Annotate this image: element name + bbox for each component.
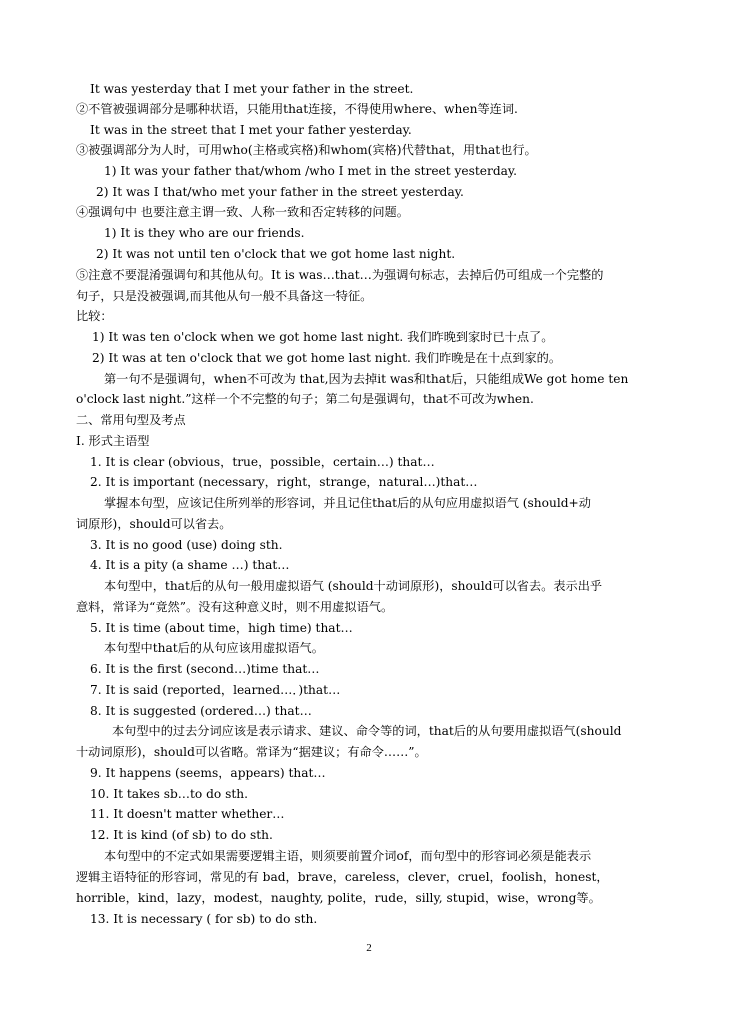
text-line: 4. It is a pity (a shame …) that…: [90, 558, 290, 572]
text-line: It was in the street that I met your father yesterday.: [90, 123, 412, 137]
text-line: 9. It happens (seems，appears) that…: [90, 766, 326, 780]
text-line: It was yesterday that I met your father in the street.: [90, 82, 414, 96]
text-line: ④强调句中 也要注意主谓一致、人称一致和否定转移的问题。: [76, 205, 409, 219]
text-line: horrible，kind，lazy，modest，naughty, polite，rude，silly, stupid，wise，wrong等。: [76, 891, 601, 905]
text-line: 1. It is clear (obvious，true，possible，certain…) that…: [90, 455, 435, 469]
text-line: 本句型中的不定式如果需要逻辑主语，则须要前置介词of，而句型中的形容词必须是能表示: [104, 849, 592, 863]
text-line: 十动词原形)，should可以省略。常译为“据建议；有命令……”。: [76, 745, 427, 759]
text-line: I. 形式主语型: [76, 434, 150, 448]
text-line: 2. It is important (necessary，right，strange，natural…)that…: [90, 475, 478, 489]
text-line: 13. It is necessary ( for sb) to do sth.: [90, 912, 318, 926]
text-line: 6. It is the first (second…)time that…: [90, 662, 320, 676]
text-line: 7. It is said (reported，learned…．)that…: [90, 683, 341, 697]
text-line: 意料，常译为“竟然”。没有这种意义时，则不用虚拟语气。: [76, 600, 394, 614]
text-line: o'clock last night.”这样一个不完整的句子；第二句是强调句，that不可改为when.: [76, 392, 534, 406]
text-line: 本句型中that后的从句应该用虚拟语气。: [104, 641, 324, 655]
text-line: 3. It is no good (use) doing sth.: [90, 538, 283, 552]
text-line: ③被强调部分为人时，可用who(主格或宾格)和whom(宾格)代替that，用that也行。: [76, 143, 537, 157]
text-line: 1) It is they who are our friends.: [104, 226, 305, 240]
text-line: 1) It was your father that/whom /who I met in the street yesterday.: [104, 164, 518, 178]
text-line: 5. It is time (about time，high time) that…: [90, 621, 353, 635]
text-line: ②不管被强调部分是哪种状语，只能用that连接，不得使用where、when等连词.: [76, 102, 518, 116]
text-line: 词原形)，should可以省去。: [76, 517, 232, 531]
text-line: 二、常用句型及考点: [76, 413, 186, 427]
text-line: ⑤注意不要混淆强调句和其他从句。It is was…that…为强调句标志，去掉后仍可组成一个完整的: [76, 268, 604, 282]
text-line: 本句型中的过去分词应该是表示请求、建议、命令等的词，that后的从句要用虚拟语气(should: [112, 724, 622, 738]
text-line: 比较：: [76, 309, 113, 323]
text-line: 句子，只是没被强调,而其他从句一般不具备这一特征。: [76, 289, 373, 303]
page-number: 2: [366, 942, 372, 954]
text-line: 10. It takes sb…to do sth.: [90, 787, 248, 801]
text-line: 11. It doesn't matter whether…: [90, 807, 285, 821]
text-line: 8. It is suggested (ordered…) that…: [90, 704, 312, 718]
text-line: 2) It was I that/who met your father in the street yesterday.: [96, 185, 464, 199]
text-line: 2) It was at ten o'clock that we got home last night. 我们昨晚是在十点到家的。: [92, 351, 562, 365]
text-line: 第一句不是强调句，when不可改为 that,因为去掉it was和that后，只能组成We got home ten: [104, 372, 629, 386]
text-line: 掌握本句型，应该记住所列举的形容词，并且记住that后的从句应用虚拟语气 (should+动: [104, 496, 591, 510]
text-line: 1) It was ten o'clock when we got home last night. 我们昨晚到家时已十点了。: [92, 330, 554, 344]
text-line: 逻辑主语特征的形容词，常见的有 bad，brave，careless，clever，cruel，foolish，honest，: [76, 870, 609, 884]
text-line: 12. It is kind (of sb) to do sth.: [90, 828, 273, 842]
text-line: 本句型中，that后的从句一般用虚拟语气 (should十动词原形)，should可以省去。表示出乎: [104, 579, 603, 593]
text-line: 2) It was not until ten o'clock that we got home last night.: [96, 247, 456, 261]
